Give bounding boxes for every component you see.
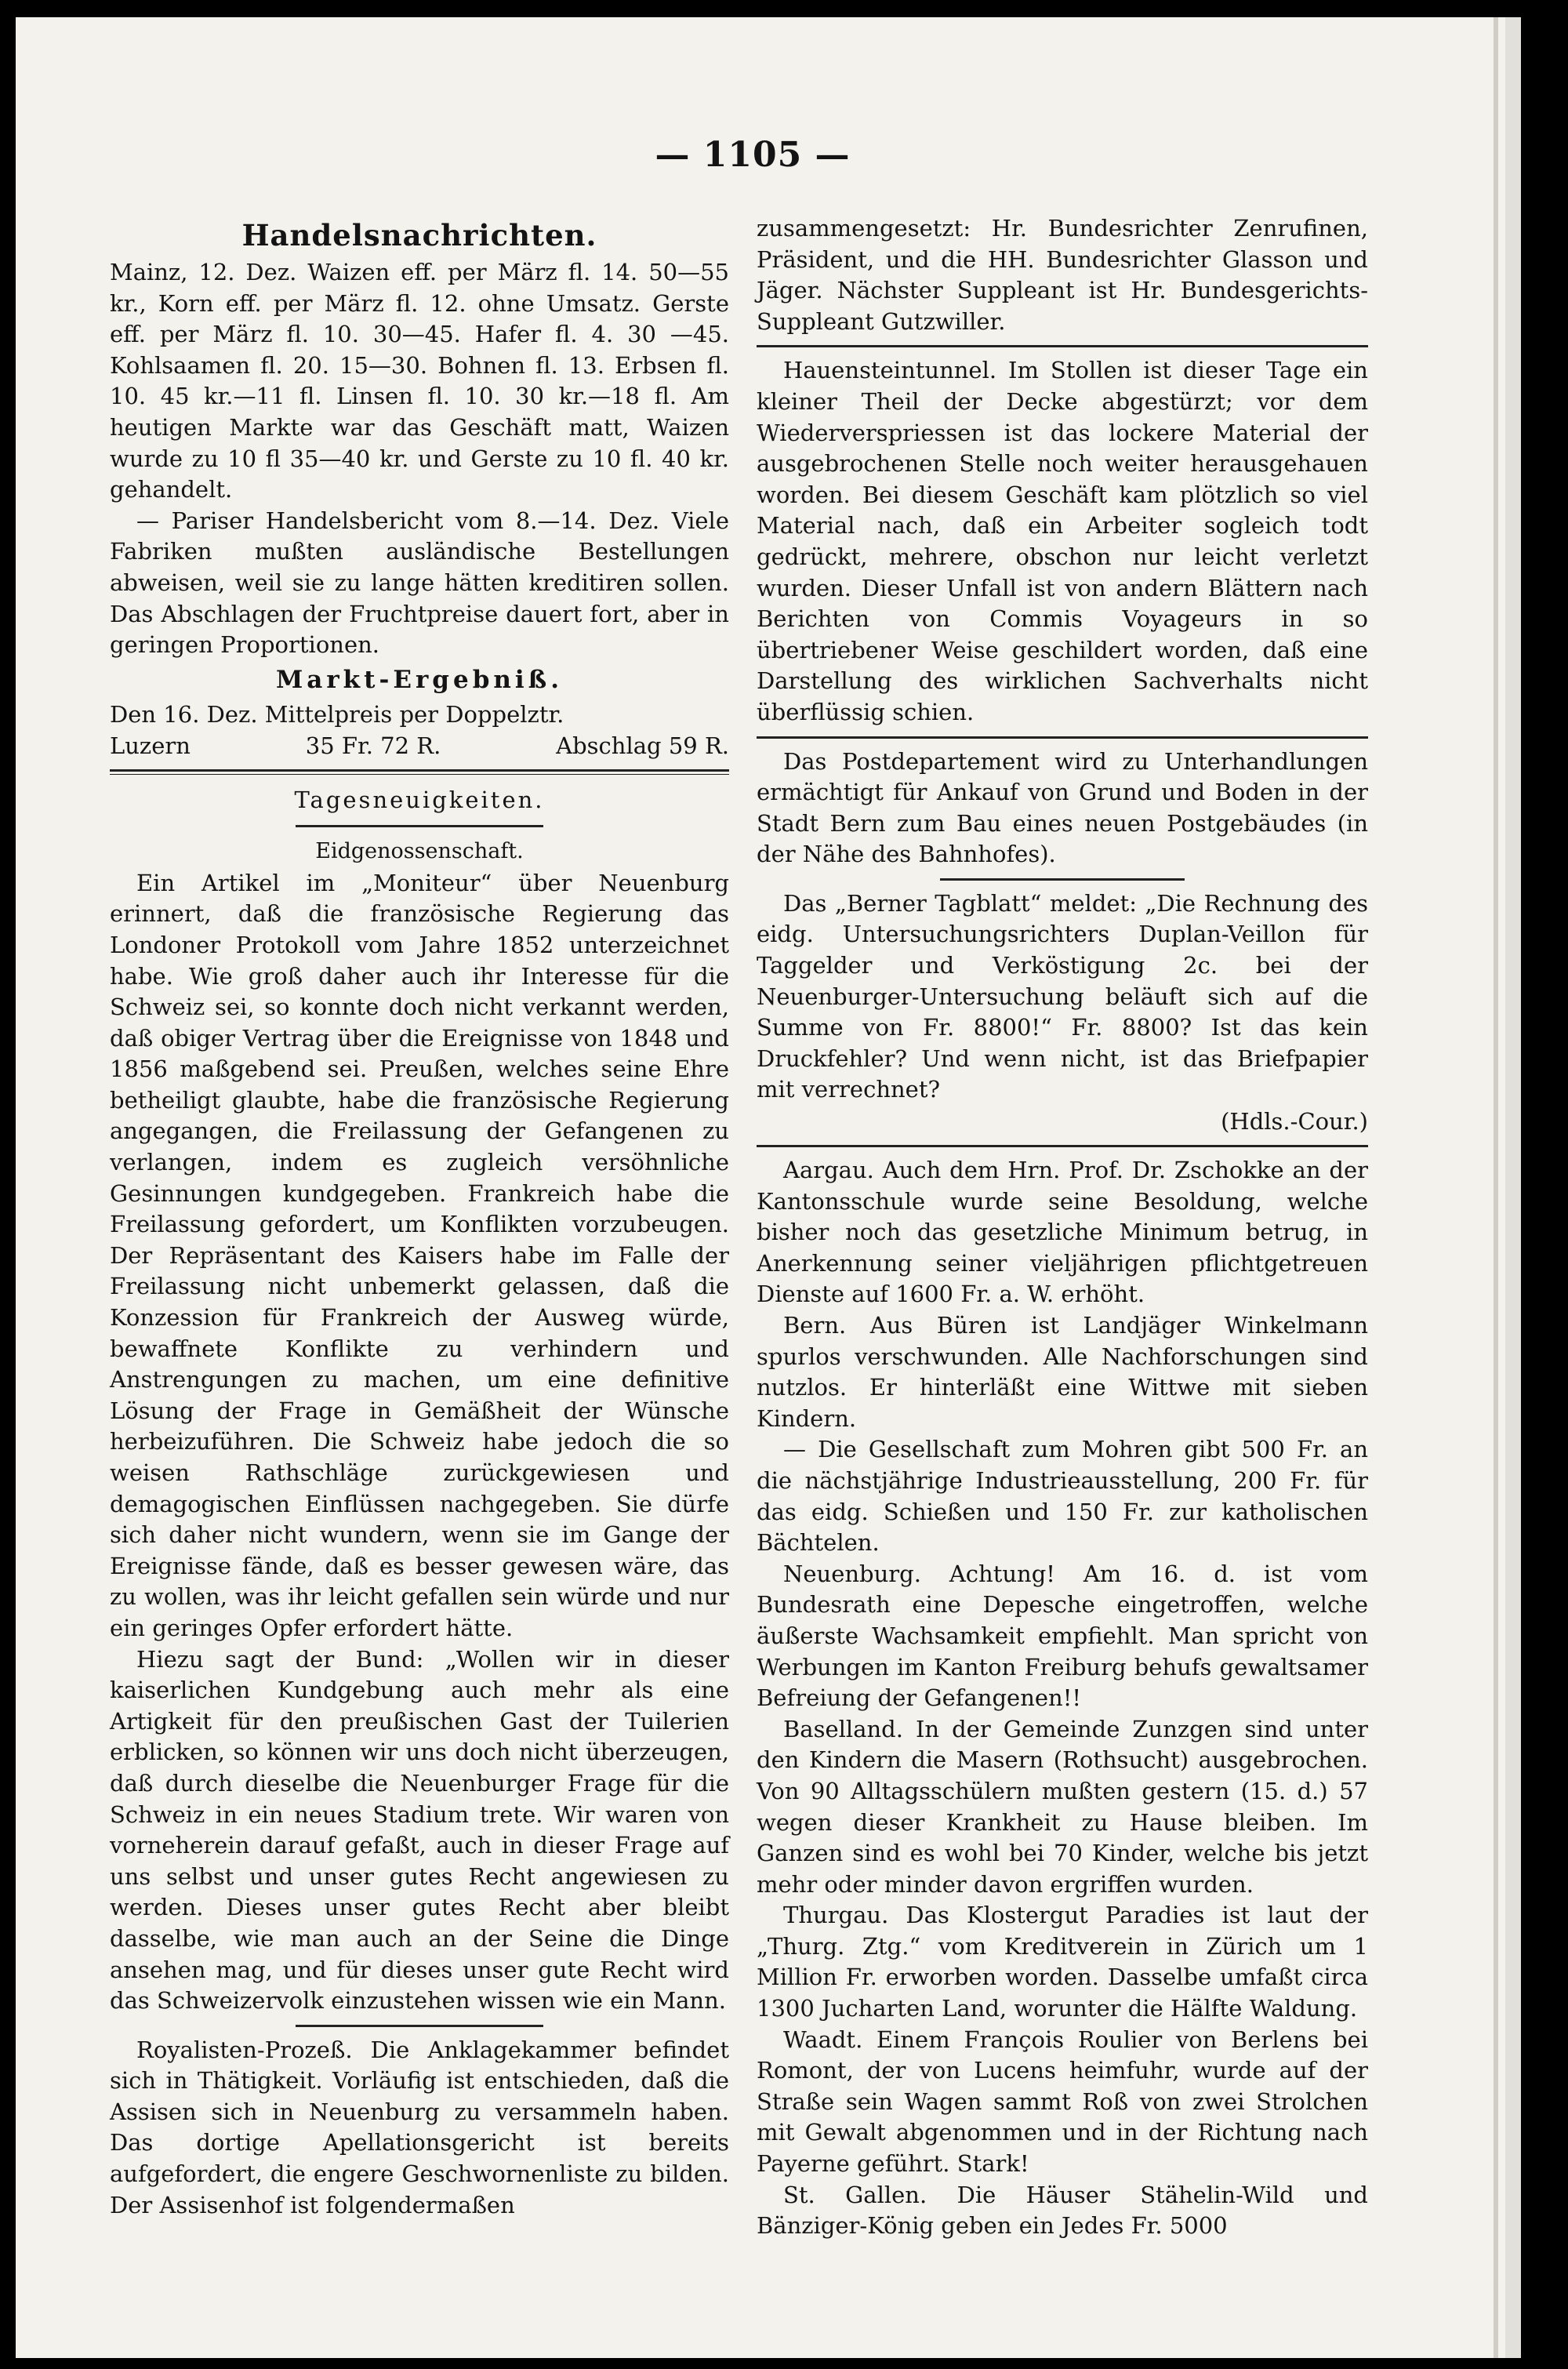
mainz-report: Mainz, 12. Dez. Waizen eff. per März fl. 14. 50—55 kr., Korn eff. per März fl. 12. ohne Umsatz. Gerste eff. per März fl. 10. 30—45. Hafer fl. 4. 30 —45. Kohlsaamen fl. 20. 15—30. Bohnen fl. 13. Erbsen fl. 10. 45 kr.—11 fl. Linsen fl. 10. 30 kr.—18 fl. Am heutigen Markte war das Geschäft matt, Waizen wurde zu 10 fl 35—40 kr. und Gerste zu 10 fl. 40 kr. gehandelt.	[110, 259, 729, 503]
left-column	[110, 213, 729, 2221]
thurgau-article: Thurgau. Das Klostergut Paradies ist laut der „Thurg. Ztg.“ vom Kreditverein in Zürich um 1 Million Fr. erworben worden. Dasselbe umfaßt circa 1300 Jucharten Land, worunter die Hälfte Waldung.	[757, 1902, 1368, 2022]
tages-heading: Tagesneuigkeiten.	[294, 786, 545, 813]
markt-city: Luzern	[110, 732, 191, 759]
royalisten-article: Royalisten-Prozeß. Die Anklagekammer befindet sich in Thätigkeit. Vorläufig ist entschieden, daß die Assisen sich in Neuenburg zu versammeln haben. Das dortige Apellationsgericht ist bereits aufgefordert, die engere Geschwornenliste zu bilden. Der Assisenhof ist folgendermaßen	[110, 2036, 729, 2218]
hauenstein-article: Hauensteintunnel. Im Stollen ist dieser Tage ein kleiner Theil der Decke abgestürzt; vor dem Wiederverspriessen ist das lockere Material der ausgebrochenen Stelle noch weiter herausgehauen worden. Bei diesem Geschäft kam plötzlich so viel Material nach, daß ein Arbeiter sogleich todt gedrückt, mehrere, obschon nur leicht verletzt wurden. Dieser Unfall ist von andern Blättern nach Berichten von Commis Voyageurs in so übertriebener Weise geschildert worden, daß eine Darstellung des wirklichen Sachverhalts nicht überflüssig schien.	[757, 357, 1368, 725]
page-number: — 1105 —	[655, 135, 851, 175]
paris-report: — Pariser Handelsbericht vom 8.—14. Dez. Viele Fabriken mußten ausländische Bestellungen abweisen, weil sie zu lange hätten kreditiren sollen. Das Abschlagen der Fruchtpreise dauert fort, aber in geringen Proportionen.	[110, 507, 729, 659]
markt-price: 35 Fr. 72 R.	[305, 732, 441, 759]
divider	[757, 736, 1368, 739]
stgallen-article: St. Gallen. Die Häuser Stähelin-Wild und Bänziger-König geben ein Jedes Fr. 5000	[757, 2181, 1368, 2240]
neuenburg-article: Neuenburg. Achtung! Am 16. d. ist vom Bundesrath eine Depesche eingetroffen, welche äußerste Wachsamkeit empfiehlt. Man spricht von Werbungen im Kanton Freiburg behufs gewaltsamer Befreiung der Gefangenen!!	[757, 1560, 1368, 1712]
post-article: Das Postdepartement wird zu Unterhandlungen ermächtigt für Ankauf von Grund und Boden in der Stadt Bern zum Bau eines neuen Postgebäudes (in der Nähe des Bahnhofes).	[757, 747, 1368, 868]
moniteur-article: Ein Artikel im „Moniteur“ über Neuenburg erinnert, daß die französische Regierung das Londoner Protokoll vom Jahre 1852 unterzeichnet habe. Wie groß daher auch ihr Interesse für die Schweiz sei, so konnte doch nicht verkannt werden, daß obiger Vertrag über die Ereignisse von 1848 und 1856 maßgebend sei. Preußen, welches seine Ehre betheiligt glaubte, habe die französische Regierung angegangen, die Freilassung der Gefangenen zu verlangen, indem es zugleich versöhnliche Gesinnungen kundgegeben. Frankreich habe die Freilassung gefordert, um Konflikten vorzubeugen. Der Repräsentant des Kaisers habe im Falle der Freilassung nicht unbemerkt gelassen, daß die Konzession für Frankreich der Ausweg würde, bewaffnete Konflikte zu verhindern und Anstrengungen zu machen, um eine definitive Lösung der Frage in Gemäßheit der Wünsche herbeizuführen. Die Schweiz habe jedoch die so weisen Rathschläge zurückgewiesen und demagogischen Einflüssen nachgegeben. Sie dürfe sich daher nicht wundern, wenn sie im Gange der Ereignisse fände, daß es besser gewesen wäre, das zu wollen, was ihr leicht gefallen sein würde und nur ein geringes Opfer erfordert hätte.	[110, 869, 729, 1641]
newspaper-page	[16, 17, 1521, 2358]
assisen-continuation: zusammengesetzt: Hr. Bundesrichter Zenrufinen, Präsident, und die HH. Bundesrichter Glasson und Jäger. Nächster Suppleant ist Hr. Bundesgerichts-Suppleant Gutzwiller.	[757, 215, 1368, 335]
short-divider	[940, 878, 1185, 881]
section-divider	[110, 769, 729, 775]
divider	[757, 1145, 1368, 1147]
handel-heading: Handelsnachrichten.	[241, 218, 597, 253]
mohren-article: — Die Gesellschaft zum Mohren gibt 500 Fr. an die nächstjährige Industrieausstellung, 200 Fr. für das eidg. Schießen und 150 Fr. zur katholischen Bächtelen.	[757, 1436, 1368, 1557]
divider	[757, 345, 1368, 347]
markt-heading: Markt-Ergebniß.	[275, 665, 564, 694]
bern-article: Bern. Aus Büren ist Landjäger Winkelmann spurlos verschwunden. Alle Nachforschungen sind nutzlos. Er hinterläßt eine Wittwe mit sieben Kindern.	[757, 1312, 1368, 1432]
markt-change: Abschlag 59 R.	[556, 732, 729, 759]
right-column	[757, 213, 1368, 2242]
eidg-heading: Eidgenossenschaft.	[315, 838, 524, 863]
markt-price-row	[110, 730, 729, 761]
bund-article: Hiezu sagt der Bund: „Wollen wir in dieser kaiserlichen Kundgebung auch mehr als eine Artigkeit für den preußischen Gast der Tuilerien erblicken, so können wir uns doch nicht überzeugen, daß durch dieselbe die Neuenburger Frage für die Schweiz in ein neues Stadium trete. Wir waren von vorneherein darauf gefaßt, auch in dieser Frage auf uns selbst und unser gutes Recht angewiesen zu werden. Dieses unser gutes Recht aber bleibt dasselbe, wie man auch an der Seine die Dinge ansehen mag, und für dieses unser gute Recht wird das Schweizervolk einzustehen wissen wie ein Mann.	[110, 1645, 729, 2015]
short-divider	[296, 825, 543, 827]
waadt-article: Waadt. Einem François Roulier von Berlens bei Romont, der von Lucens heimfuhr, wurde auf der Straße sein Wagen sammt Roß von zwei Strolchen mit Gewalt abgenommen und in der Richtung nach Payerne geführt. Stark!	[757, 2026, 1368, 2178]
baselland-article: Baselland. In der Gemeinde Zunzgen sind unter den Kindern die Masern (Rothsucht) ausgebrochen. Von 90 Alltagsschülern mußten gestern (15. d.) 57 wegen dieser Krankheit zu Hause bleiben. Im Ganzen sind es wohl bei 70 Kinder, welche bis jetzt mehr oder minder davon ergriffen wurden.	[757, 1715, 1368, 1898]
markt-date: Den 16. Dez. Mittelpreis per Doppelztr.	[110, 700, 564, 728]
tagblatt-article: Das „Berner Tagblatt“ meldet: „Die Rechnung des eidg. Untersuchungsrichters Duplan-Veillon für Taggelder und Verköstigung 2c. bei der Neuenburger-Untersuchung beläuft sich auf die Summe von Fr. 8800!“ Fr. 8800? Ist das kein Druckfehler? Und wenn nicht, ist das Briefpapier mit verrechnet?	[757, 889, 1368, 1103]
aargau-article: Aargau. Auch dem Hrn. Prof. Dr. Zschokke an der Kantonsschule wurde seine Besoldung, welche bisher noch das gesetzliche Minimum betrug, in Anerkennung seiner vieljährigen pflichtgetreuen Dienste auf 1600 Fr. a. W. erhöht.	[757, 1157, 1368, 1308]
page-edge-strip	[1494, 17, 1498, 2358]
page-edge-strip	[1505, 17, 1521, 2358]
markt-date-line	[110, 699, 729, 730]
tagblatt-source: (Hdls.-Cour.)	[1221, 1108, 1368, 1135]
short-divider	[296, 2025, 543, 2027]
